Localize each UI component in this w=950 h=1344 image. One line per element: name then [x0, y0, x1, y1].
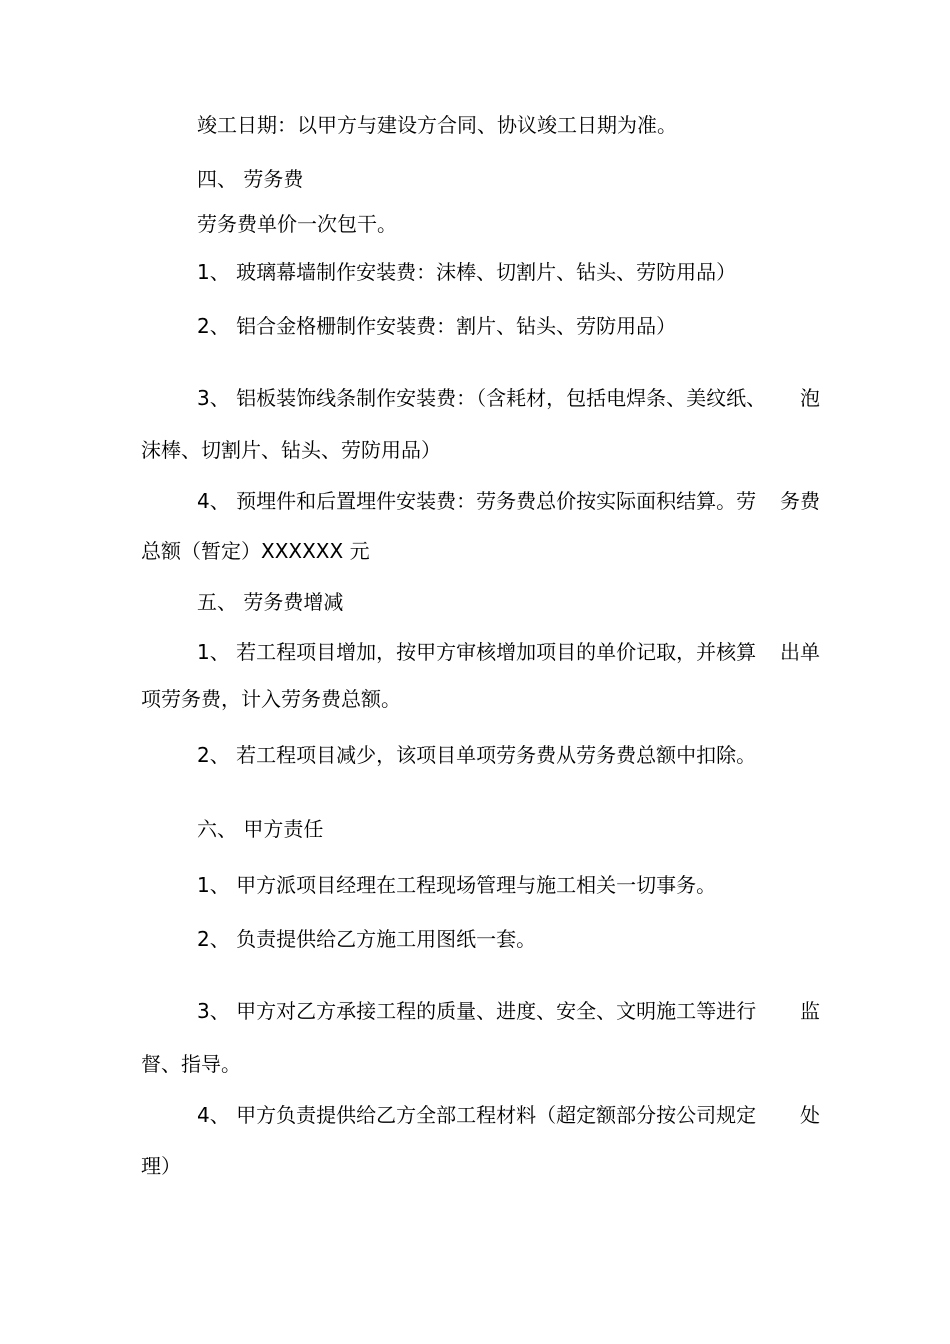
section-4-item-3-tail: 泡 — [800, 386, 820, 410]
section-4-item-2: 2、 铝合金格栅制作安装费：割片、钻头、劳防用品） — [197, 314, 677, 338]
section-4-item-4-continued: 总额（暂定）XXXXXX 元 — [141, 539, 370, 563]
section-6-item-1: 1、 甲方派项目经理在工程现场管理与施工相关一切事务。 — [197, 873, 717, 897]
section-4-intro: 劳务费单价一次包干。 — [197, 212, 397, 236]
section-5-item-2: 2、 若工程项目减少，该项目单项劳务费从劳务费总额中扣除。 — [197, 743, 757, 767]
section-6-item-4-text: 4、 甲方负责提供给乙方全部工程材料（超定额部分按公司规定 — [197, 1103, 757, 1127]
section-4-item-3-continued: 沫棒、切割片、钻头、劳防用品） — [141, 438, 441, 462]
section-5-heading: 五、 劳务费增减 — [197, 590, 344, 614]
section-6-item-4 — [141, 1102, 820, 1128]
section-6-item-4-tail: 处 — [800, 1103, 820, 1127]
section-6-item-3-text: 3、 甲方对乙方承接工程的质量、进度、安全、文明施工等进行 — [197, 999, 757, 1023]
section-4-item-4 — [141, 488, 820, 514]
section-6-item-3-tail: 监 — [800, 999, 820, 1023]
section-4-item-4-tail: 务费 — [780, 489, 820, 513]
completion-date-paragraph: 竣工日期：以甲方与建设方合同、协议竣工日期为准。 — [197, 113, 677, 137]
section-4-item-4-text: 4、 预埋件和后置埋件安装费：劳务费总价按实际面积结算。劳 — [197, 489, 757, 513]
section-5-item-1-tail: 出单 — [780, 640, 820, 664]
section-4-heading: 四、 劳务费 — [197, 167, 304, 191]
section-6-item-2: 2、 负责提供给乙方施工用图纸一套。 — [197, 927, 537, 951]
section-6-item-3 — [141, 998, 820, 1024]
section-6-item-4-continued: 理） — [141, 1154, 181, 1178]
section-5-item-1-continued: 项劳务费，计入劳务费总额。 — [141, 687, 401, 711]
section-6-heading: 六、 甲方责任 — [197, 817, 324, 841]
section-5-item-1-text: 1、 若工程项目增加，按甲方审核增加项目的单价记取，并核算 — [197, 640, 757, 664]
section-4-item-1: 1、 玻璃幕墙制作安装费：沫棒、切割片、钻头、劳防用品） — [197, 260, 737, 284]
section-4-item-3 — [141, 385, 820, 411]
section-5-item-1 — [141, 639, 820, 665]
section-6-item-3-continued: 督、指导。 — [141, 1052, 241, 1076]
section-4-item-3-text: 3、 铝板装饰线条制作安装费：（含耗材，包括电焊条、美纹纸、 — [197, 386, 767, 410]
